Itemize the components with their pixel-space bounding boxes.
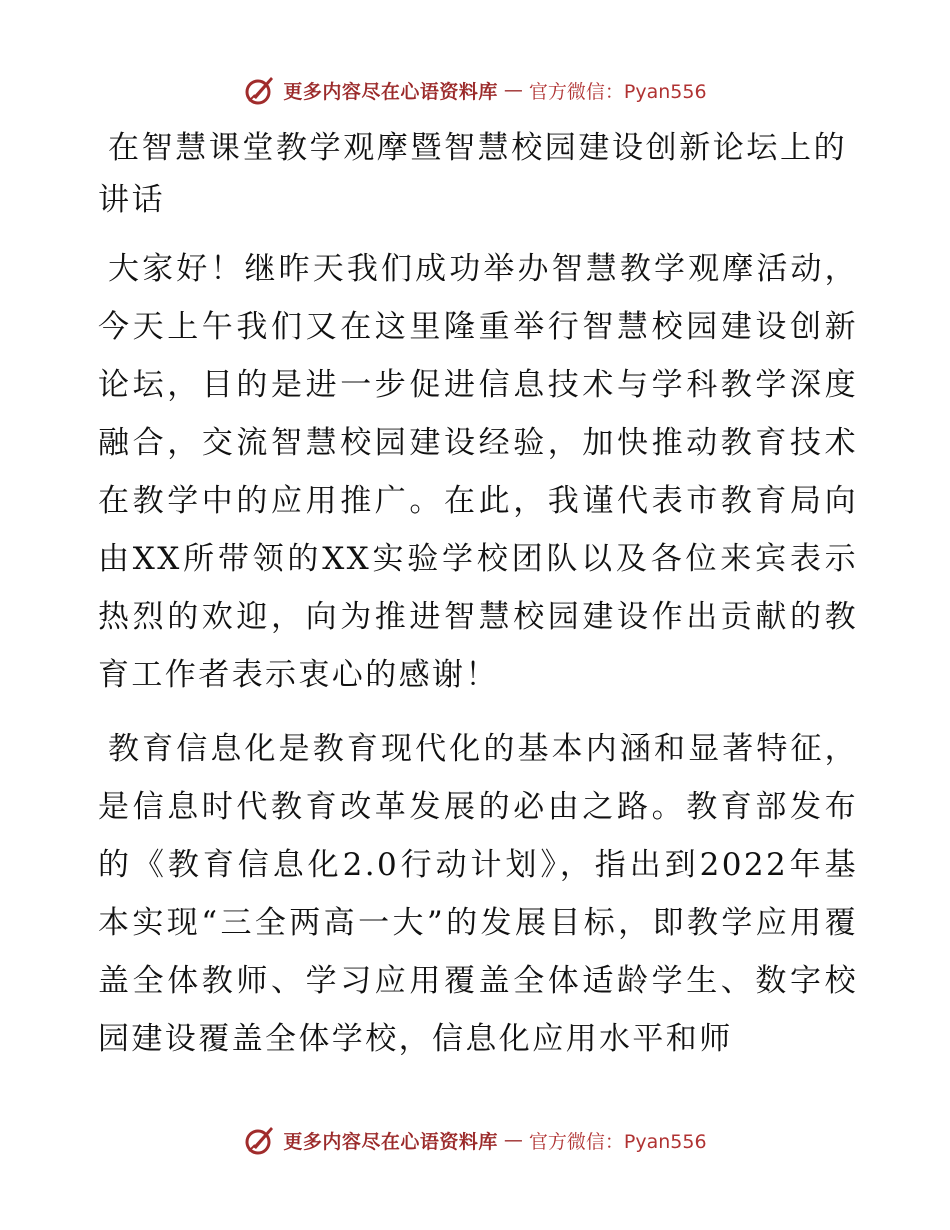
quill-logo-icon xyxy=(243,73,277,107)
footer-separator: — xyxy=(503,1129,523,1151)
document-title: 在智慧课堂教学观摩暨智慧校园建设创新论坛上的讲话 xyxy=(98,130,848,218)
header-separator: — xyxy=(503,79,523,101)
header-wechat-text: 官方微信：Pyan556 xyxy=(528,80,707,103)
footer-banner xyxy=(0,1120,950,1160)
header-site-text: 更多内容尽在心语资料库 xyxy=(283,80,498,103)
quill-logo-icon xyxy=(243,1123,277,1157)
footer-site-text: 更多内容尽在心语资料库 xyxy=(283,1130,498,1153)
paragraph-1: 大家好！继昨天我们成功举办智慧教学观摩活动，今天上午我们又在这里隆重举行智慧校园建设创新论坛，目的是进一步促进信息技术与学科教学深度融合，交流智慧校园建设经验，加快推动教育技术在教学中的应用推广。在此，我谨代表市教育局向由XX所带领的XX实验学校团队以及各位来宾表示热烈的欢迎，向为推进智慧校园建设作出贡献的教育工作者表示衷心的感谢！ xyxy=(98,251,858,693)
paragraph-2: 教育信息化是教育现代化的基本内涵和显著特征，是信息时代教育改革发展的必由之路。教育部发布的《教育信息化2.0行动计划》，指出到2022年基本实现“三全两高一大”的发展目标，即教学应用覆盖全体教师、学习应用覆盖全体适龄学生、数字校园建设覆盖全体学校，信息化应用水平和师 xyxy=(98,731,858,1057)
footer-wechat-text: 官方微信：Pyan556 xyxy=(528,1130,707,1153)
header-banner xyxy=(0,70,950,110)
document-body xyxy=(98,122,858,1068)
